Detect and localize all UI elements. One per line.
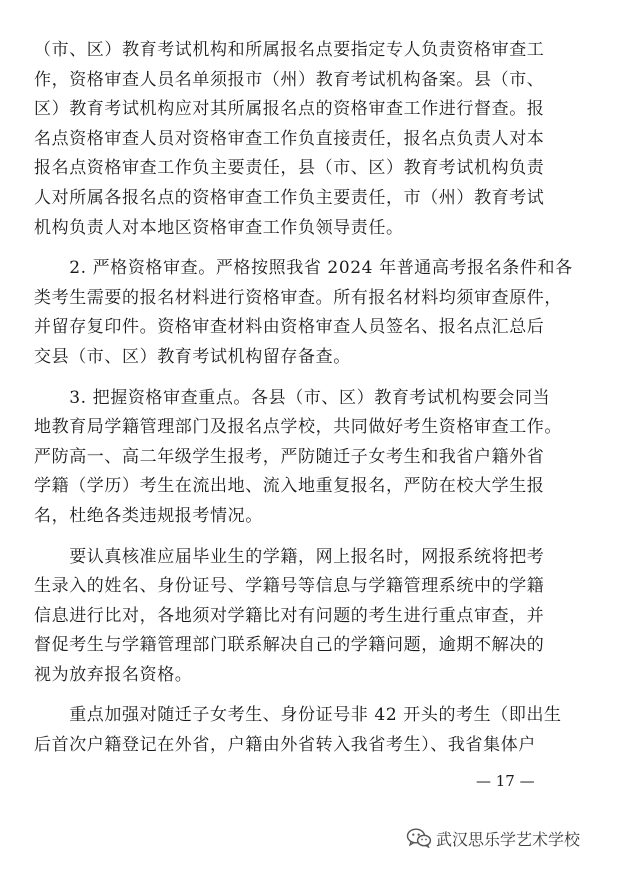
paragraph-3 [34,384,574,532]
text-line: 要认真核准应届毕业生的学籍，网上报名时，网报系统将把考 [34,546,545,567]
text-line: 督促考生与学籍管理部门联系解决自己的学籍问题，逾期不解决的 [34,635,545,656]
text-line: 学籍（学历）考生在流出地、流入地重复报名，严防在校大学生报 [34,476,545,497]
text-line: 区）教育考试机构应对其所属报名点的资格审查工作进行督查。报 [34,99,545,120]
text-line: 人对所属各报名点的资格审查工作负主要责任，市（州）教育考试 [34,187,545,208]
text-line: 视为放弃报名资格。 [34,664,193,685]
text-line: 名点资格审查人员对资格审查工作负直接责任，报名点负责人对本 [34,128,545,149]
text-line: 后首次户籍登记在外省，户籍由外省转入我省考生）、我省集体户 [34,735,536,756]
text-line: 重点加强对随迁子女考生、身份证号非 42 开头的考生（即出生 [34,705,562,726]
text-line: 名，杜绝各类违规报考情况。 [34,505,263,526]
body-text [34,36,574,761]
text-line: 3. 把握资格审查重点。各县（市、区）教育考试机构要会同当 [34,387,551,408]
text-line: （市、区）教育考试机构和所属报名点要指定专人负责资格审查工 [34,40,545,60]
text-line: 报名点资格审查工作负主要责任，县（市、区）教育考试机构负责 [34,158,545,179]
wechat-icon [406,828,432,848]
text-line: 机构负责人对本地区资格审查工作负领导责任。 [34,217,404,238]
paragraph-5 [34,701,574,760]
paragraph-1 [34,36,574,243]
text-line: 交县（市、区）教育考试机构留存备查。 [34,346,351,367]
paragraph-2 [34,254,574,372]
text-line: 严防高一、高二年级学生报考，严防随迁子女考生和我省户籍外省 [34,446,545,467]
text-line: 信息进行比对，各地须对学籍比对有问题的考生进行重点审查，并 [34,605,545,626]
text-line: 2. 严格资格审查。严格按照我省 2024 年普通高考报名条件和各 [34,258,573,279]
text-line: 类考生需要的报名材料进行资格审查。所有报名材料均须审查原件， [34,287,562,308]
watermark-text: 武汉思乐学艺术学校 [436,829,581,849]
text-line: 并留存复印件。资格审查材料由资格审查人员签名、报名点汇总后 [34,317,545,338]
watermark [406,827,580,849]
text-line: 地教育局学籍管理部门及报名点学校，共同做好考生资格审查工作。 [34,417,562,438]
paragraph-4 [34,543,574,691]
page-number: — 17 — [476,772,535,790]
text-line: 生录入的姓名、身份证号、学籍号等信息与学籍管理系统中的学籍 [34,576,545,597]
text-line: 作，资格审查人员名单须报市（州）教育考试机构备案。县（市、 [34,69,545,90]
